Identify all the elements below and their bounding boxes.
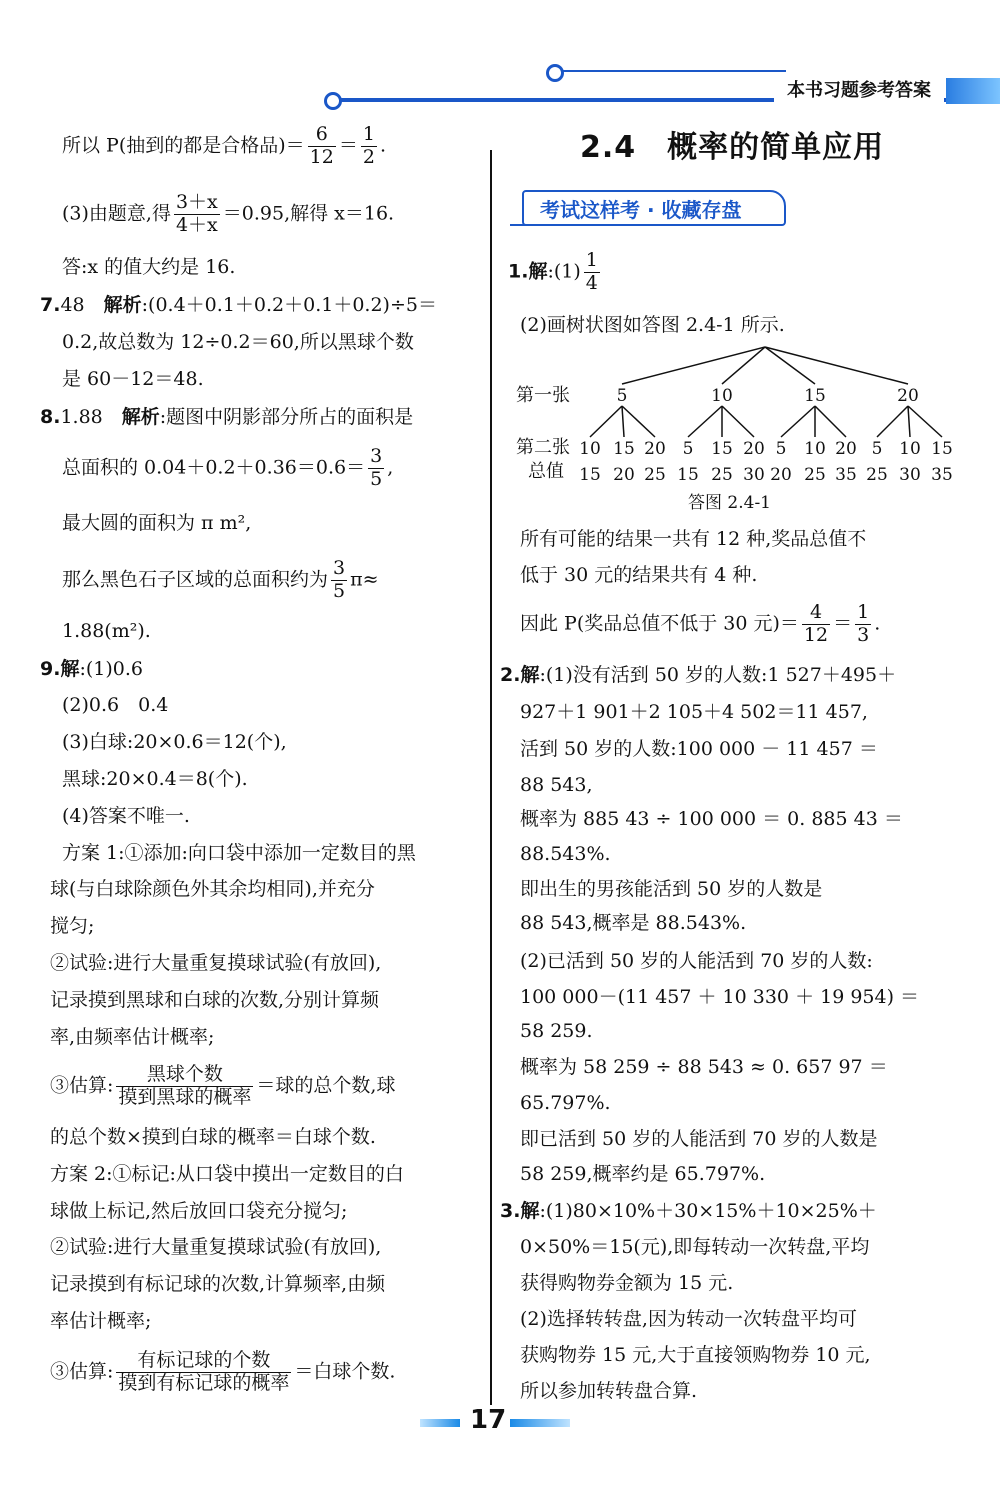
tree-node-total: 25 [711, 465, 733, 485]
tree-branch [781, 406, 815, 437]
tree-node-first: 5 [616, 386, 628, 406]
figure-caption: 答图 2.4-1 [688, 493, 771, 513]
answer-line: 概率为 885 43 ÷ 100 000 ＝ 0. 885 43 ＝ [520, 808, 903, 830]
answer-line: 方案 1:①添加:向口袋中添加一定数目的黑 [62, 842, 416, 864]
answer-line: 的总个数×摸到白球的概率＝白球个数. [50, 1126, 376, 1148]
fraction: $\frac{1}{3}$ [857, 601, 870, 646]
answer-line: 方案 2:①标记:从口袋中摸出一定数目的白 [50, 1163, 404, 1185]
tree-node-second: 15 [931, 439, 953, 459]
answer-line: 获得购物券金额为 15 元. [520, 1272, 734, 1294]
tree-node-second: 20 [644, 439, 666, 459]
question-7: 7.48 解析:(0.4＋0.1＋0.2＋0.1＋0.2)÷5＝ [40, 294, 437, 316]
fraction: $\frac{1}{4}$ [585, 249, 598, 294]
question-9: 9.解:(1)0.6 [40, 658, 143, 680]
answer-line: 所以 P(抽到的都是合格品)＝ $\frac{6}{12}$ ＝ $\frac{1}{2}$ . [62, 123, 386, 168]
tree-row-label-first: 第一张 [516, 385, 570, 406]
answer-line: 黑球:20×0.4＝8(个). [62, 768, 248, 790]
header-rule-dot [324, 92, 342, 110]
tree-node-second: 20 [743, 439, 765, 459]
tree-node-first: 15 [804, 386, 826, 406]
answer-line: 球做上标记,然后放回口袋充分搅匀; [50, 1200, 348, 1222]
page-footer [420, 1405, 590, 1439]
tree-node-total: 25 [866, 465, 888, 485]
tree-diagram [510, 345, 960, 515]
tree-branch [908, 406, 942, 437]
section-banner [510, 190, 786, 226]
answer-line: 那么黑色石子区域的总面积约为 $\frac{3}{5}$ π≈ [62, 557, 379, 602]
tree-branch [908, 406, 910, 437]
tree-node-second: 10 [579, 439, 601, 459]
answer-line: 58 259,概率约是 65.797%. [520, 1163, 766, 1185]
answer-line: 活到 50 岁的人数:100 000 － 11 457 ＝ [520, 738, 878, 760]
tree-node-total: 20 [770, 465, 792, 485]
answer-line: 0×50%＝15(元),即每转动一次转盘,平均 [520, 1236, 870, 1258]
answer-line: 因此 P(奖品总值不低于 30 元)＝ $\frac{4}{12}$ ＝ $\frac{1}{3}$ . [520, 601, 881, 646]
tree-branch [688, 406, 722, 437]
tree-node-second: 10 [899, 439, 921, 459]
answer-line: ③估算: $\frac{\text{黑球个数}}{\text{摸到黑球的概率}}$ ＝球的总个数,球 [50, 1063, 396, 1108]
tree-branch [622, 406, 655, 437]
tree-node-total: 15 [677, 465, 699, 485]
tree-node-second: 20 [835, 439, 857, 459]
tree-branch [765, 347, 815, 384]
footer-bar-left [420, 1419, 460, 1427]
tree-row-label-second: 第二张 [516, 437, 570, 458]
answer-line: 100 000－(11 457 ＋ 10 330 ＋ 19 954) ＝ [520, 986, 920, 1008]
tree-node-total: 35 [835, 465, 857, 485]
answer-line: 0.2,故总数为 12÷0.2＝60,所以黑球个数 [62, 331, 414, 353]
tree-branch [815, 406, 846, 437]
answer-line: 88 543,概率是 88.543%. [520, 912, 747, 934]
tree-node-second: 5 [775, 439, 787, 459]
answer-line: 球(与白球除颜色外其余均相同),并充分 [50, 878, 375, 900]
answer-line: 65.797%. [520, 1092, 611, 1114]
fraction: $\frac{1}{2}$ [362, 123, 375, 168]
fraction: $\frac{4}{12}$ [803, 601, 829, 646]
answer-line: 所有可能的结果一共有 12 种,奖品总值不 [520, 528, 867, 550]
tree-node-second: 5 [871, 439, 883, 459]
tree-node-second: 10 [804, 439, 826, 459]
fraction: $\frac{3+x}{4+x}$ [175, 191, 218, 236]
answer-line: 88 543, [520, 774, 593, 796]
answer-line: (3)白球:20×0.6＝12(个), [62, 731, 287, 753]
tree-node-first: 20 [897, 386, 919, 406]
tree-branch [877, 406, 908, 437]
tree-node-total: 20 [613, 465, 635, 485]
answer-line: 最大圆的面积为 π m², [62, 512, 252, 534]
answer-line: 总面积的 0.04＋0.2＋0.36＝0.6＝ $\frac{3}{5}$ , [62, 445, 394, 490]
answer-line: 概率为 58 259 ÷ 88 543 ≈ 0. 657 97 ＝ [520, 1056, 888, 1078]
banner-underline [510, 224, 540, 226]
tree-node-second: 15 [613, 439, 635, 459]
answer-line: (3)由题意,得 $\frac{3+x}{4+x}$ ＝0.95,解得 x＝16. [62, 191, 395, 236]
tree-branch [590, 406, 622, 437]
answer-line: 记录摸到有标记球的次数,计算频率,由频 [50, 1273, 386, 1295]
tree-node-total: 35 [931, 465, 953, 485]
tree-node-total: 25 [804, 465, 826, 485]
header-accent-dot [546, 64, 564, 82]
answer-line: ②试验:进行大量重复摸球试验(有放回), [50, 1236, 382, 1258]
header-title: 本书习题参考答案 [774, 78, 944, 104]
answer-line: 所以参加转转盘合算. [520, 1380, 698, 1402]
column-divider [490, 150, 492, 1405]
header-gradient-tab [946, 78, 1000, 104]
fraction: $\frac{\text{黑球个数}}{\text{摸到黑球的概率}}$ [118, 1063, 252, 1108]
tree-row-label-total: 总值 [528, 461, 564, 482]
tree-branch [622, 406, 624, 437]
answer-line: 答:x 的值大约是 16. [62, 256, 236, 278]
answer-line: 58 259. [520, 1020, 593, 1042]
answer-line: 即已活到 50 岁的人能活到 70 岁的人数是 [520, 1128, 878, 1150]
answer-line: 搅匀; [50, 915, 95, 937]
fraction: $\frac{\text{有标记球的个数}}{\text{摸到有标记球的概率}}$ [118, 1349, 290, 1394]
tree-node-total: 30 [899, 465, 921, 485]
answer-line: 获购物券 15 元,大于直接领购物券 10 元, [520, 1344, 871, 1366]
tree-node-second: 15 [711, 439, 733, 459]
answer-line: (2)已活到 50 岁的人能活到 70 岁的人数: [520, 950, 873, 972]
answer-line: 是 60－12＝48. [62, 368, 204, 390]
fraction: $\frac{3}{5}$ [333, 557, 346, 602]
answer-line: 率,由频率估计概率; [50, 1026, 215, 1048]
tree-node-total: 25 [644, 465, 666, 485]
tree-node-total: 30 [743, 465, 765, 485]
question-8: 8.1.88 解析:题图中阴影部分所占的面积是 [40, 406, 414, 428]
answer-line: (2)0.6 0.4 [62, 694, 169, 716]
answer-line: 即出生的男孩能活到 50 岁的人数是 [520, 878, 823, 900]
answer-line: (2)选择转转盘,因为转动一次转盘平均可 [520, 1308, 857, 1330]
answer-line: 记录摸到黑球和白球的次数,分别计算频 [50, 989, 380, 1011]
answer-line: (2)画树状图如答图 2.4-1 所示. [520, 314, 785, 336]
answer-line: 1.88(m²). [62, 620, 151, 642]
fraction: $\frac{3}{5}$ [370, 445, 383, 490]
tree-node-second: 5 [682, 439, 694, 459]
tree-branch [722, 406, 754, 437]
answer-line: (4)答案不唯一. [62, 805, 190, 827]
answer-line: ③估算: $\frac{\text{有标记球的个数}}{\text{摸到有标记球的概率}}$ ＝白球个数. [50, 1349, 396, 1394]
answer-line: 低于 30 元的结果共有 4 种. [520, 564, 758, 586]
answer-line: 88.543%. [520, 843, 611, 865]
answer-line: ②试验:进行大量重复摸球试验(有放回), [50, 952, 382, 974]
banner-label: 考试这样考 · 收藏存盘 [540, 198, 742, 222]
page-number: 17 [470, 1405, 507, 1435]
header-accent-line [556, 70, 786, 72]
tree-branch [765, 347, 908, 384]
section-title: 2.4 概率的简单应用 [580, 130, 885, 165]
fraction: $\frac{6}{12}$ [309, 123, 334, 168]
tree-node-total: 15 [579, 465, 601, 485]
question-2: 2.解:(1)没有活到 50 岁的人数:1 527＋495＋ [500, 664, 897, 686]
answer-line: 率估计概率; [50, 1310, 152, 1332]
tree-node-first: 10 [711, 386, 733, 406]
question-1: 1.解:(1) $\frac{1}{4}$ [508, 249, 598, 294]
answer-line: 927＋1 901＋2 105＋4 502＝11 457, [520, 701, 868, 723]
question-3: 3.解:(1)80×10%＋30×15%＋10×25%＋ [500, 1200, 877, 1222]
footer-bar-right [510, 1419, 570, 1427]
